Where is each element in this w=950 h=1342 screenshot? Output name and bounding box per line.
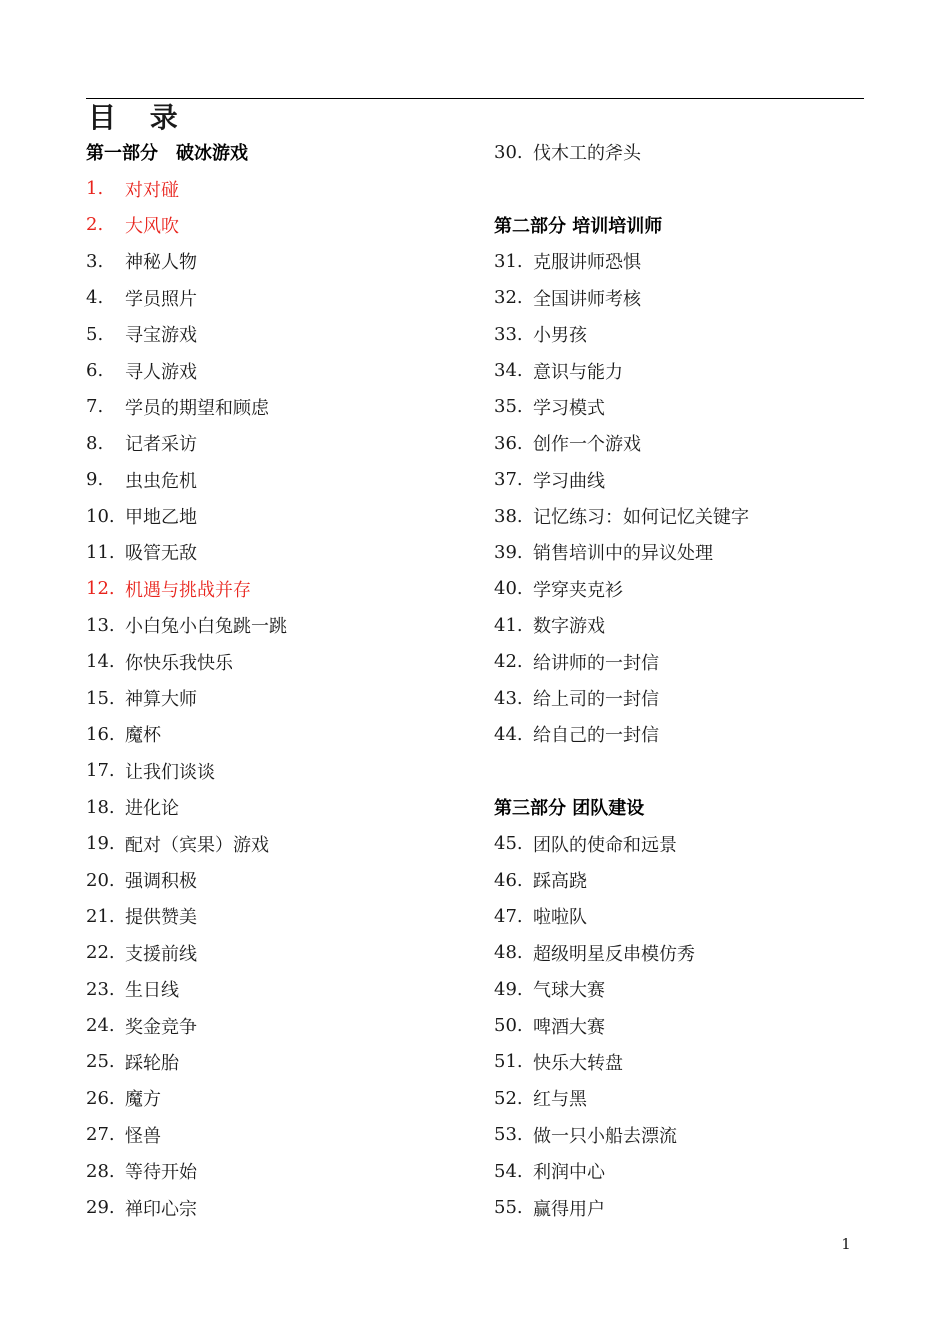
toc-entry (86, 753, 466, 789)
toc-entry (494, 935, 874, 971)
toc-entry-title: 神秘人物 (125, 252, 197, 274)
toc-entry-number: 36. (494, 432, 523, 454)
toc-entry-number: 51. (494, 1051, 523, 1073)
spacer (494, 753, 874, 789)
toc-entry (494, 1044, 874, 1080)
toc-entry (494, 862, 874, 898)
toc-entry (86, 607, 466, 643)
toc-entry-title: 甲地乙地 (125, 507, 197, 529)
toc-entry-title: 你快乐我快乐 (125, 652, 233, 674)
toc-entry (86, 643, 466, 679)
toc-entry-number: 40. (494, 578, 523, 600)
toc-entry (494, 462, 874, 498)
toc-right-column (494, 134, 874, 1226)
toc-entry-title: 给上司的一封信 (533, 689, 659, 711)
toc-entry (494, 898, 874, 934)
toc-entry-title: 全国讲师考核 (533, 288, 641, 310)
toc-entry-title: 等待开始 (125, 1162, 197, 1184)
toc-entry-number: 1. (86, 178, 104, 200)
toc-entry (86, 862, 466, 898)
toc-entry (494, 280, 874, 316)
toc-entry (494, 243, 874, 279)
toc-entry-number: 32. (494, 287, 523, 309)
toc-entry-title: 学穿夹克衫 (533, 579, 623, 601)
toc-entry-title: 机遇与挑战并存 (125, 579, 251, 601)
toc-entry-number: 19. (86, 833, 115, 855)
toc-entry-number: 41. (494, 614, 523, 636)
toc-entry-title: 神算大师 (125, 689, 197, 711)
toc-entry-number: 18. (86, 796, 115, 818)
toc-entry-title: 奖金竞争 (125, 1016, 197, 1038)
toc-entry-title: 记者采访 (125, 434, 197, 456)
toc-entry (86, 1044, 466, 1080)
toc-entry-number: 11. (86, 541, 115, 563)
toc-entry-title: 创作一个游戏 (533, 434, 641, 456)
toc-entry-number: 39. (494, 541, 523, 563)
toc-entry-title: 小白兔小白兔跳一跳 (125, 616, 287, 638)
toc-entry (494, 316, 874, 352)
toc-entry-number: 14. (86, 651, 115, 673)
toc-entry-number: 43. (494, 687, 523, 709)
toc-entry-number: 38. (494, 505, 523, 527)
toc-entry-number: 28. (86, 1160, 115, 1182)
toc-entry (494, 607, 874, 643)
toc-entry-title: 禅印心宗 (125, 1198, 197, 1220)
toc-entry-number: 20. (86, 869, 115, 891)
toc-entry-title: 让我们谈谈 (125, 761, 215, 783)
toc-entry (494, 716, 874, 752)
toc-entry-title: 魔方 (125, 1089, 161, 1111)
toc-entry-number: 6. (86, 360, 104, 382)
toc-entry-title: 啦啦队 (533, 907, 587, 929)
toc-entry-number: 42. (494, 651, 523, 673)
toc-entry-title: 大风吹 (125, 215, 179, 237)
toc-entry-title: 怪兽 (125, 1125, 161, 1147)
toc-entry-number: 44. (494, 723, 523, 745)
toc-entry-number: 10. (86, 505, 115, 527)
toc-entry-title: 气球大赛 (533, 980, 605, 1002)
toc-entry-title: 提供赞美 (125, 907, 197, 929)
toc-entry (86, 825, 466, 861)
toc-entry (494, 680, 874, 716)
toc-entry-number: 48. (494, 942, 523, 964)
toc-entry (86, 680, 466, 716)
toc-entry-number: 45. (494, 833, 523, 855)
toc-entry-title: 吸管无敌 (125, 543, 197, 565)
toc-entry-title: 魔杯 (125, 725, 161, 747)
toc-entry-number: 8. (86, 432, 104, 454)
toc-entry-number: 2. (86, 214, 104, 236)
toc-entry (86, 716, 466, 752)
toc-entry (86, 1007, 466, 1043)
toc-entry-number: 25. (86, 1051, 115, 1073)
toc-entry-number: 5. (86, 323, 104, 345)
toc-entry (494, 1007, 874, 1043)
toc-entry-title: 利润中心 (533, 1162, 605, 1184)
toc-entry-number: 55. (494, 1197, 523, 1219)
toc-entry-number: 17. (86, 760, 115, 782)
toc-entry (494, 425, 874, 461)
toc-entry-number: 22. (86, 942, 115, 964)
toc-entry-title: 伐木工的斧头 (533, 143, 641, 165)
toc-entry-title: 意识与能力 (533, 361, 623, 383)
toc-entry-title: 超级明星反串模仿秀 (533, 943, 695, 965)
section-heading: 第一部分 破冰游戏 (86, 143, 248, 165)
toc-entry (494, 971, 874, 1007)
toc-entry-number: 37. (494, 469, 523, 491)
toc-entry-title: 学员照片 (125, 288, 197, 310)
toc-entry (86, 207, 466, 243)
toc-entry (86, 534, 466, 570)
toc-entry (86, 935, 466, 971)
section-heading: 第三部分 团队建设 (494, 798, 645, 820)
toc-entry (494, 571, 874, 607)
toc-entry-number: 50. (494, 1015, 523, 1037)
toc-entry (86, 1117, 466, 1153)
toc-entry-number: 31. (494, 250, 523, 272)
toc-entry (86, 1153, 466, 1189)
toc-entry (86, 316, 466, 352)
toc-entry-number: 52. (494, 1087, 523, 1109)
toc-entry-title: 做一只小船去漂流 (533, 1125, 677, 1147)
toc-entry-number: 3. (86, 250, 104, 272)
toc-entry-title: 踩高跷 (533, 871, 587, 892)
toc-entry-number: 15. (86, 687, 115, 709)
toc-entry (86, 462, 466, 498)
page-number: 1 (841, 1235, 851, 1253)
toc-entry-title: 生日线 (125, 980, 179, 1002)
toc-entry (494, 825, 874, 861)
toc-entry (494, 643, 874, 679)
toc-entry-number: 7. (86, 396, 104, 418)
toc-entry-title: 红与黑 (533, 1089, 587, 1111)
toc-entry-number: 49. (494, 978, 523, 1000)
toc-entry-number: 30. (494, 141, 523, 163)
toc-entry (86, 352, 466, 388)
toc-entry-number: 53. (494, 1124, 523, 1146)
toc-entry-title: 销售培训中的异议处理 (533, 543, 713, 565)
toc-entry-title: 对对碰 (125, 179, 179, 201)
toc-entry-title: 啤酒大赛 (533, 1016, 605, 1038)
toc-entry (86, 389, 466, 425)
toc-entry-title: 小男孩 (533, 325, 587, 347)
toc-entry-title: 给自己的一封信 (533, 725, 659, 747)
toc-entry-title: 踩轮胎 (125, 1052, 179, 1074)
toc-entry-title: 快乐大转盘 (533, 1052, 623, 1074)
toc-entry-title: 数字游戏 (533, 616, 605, 638)
toc-title: 目 录 (88, 101, 190, 134)
toc-entry (86, 498, 466, 534)
toc-entry-number: 27. (86, 1124, 115, 1146)
toc-entry-number: 54. (494, 1160, 523, 1182)
toc-entry (494, 1080, 874, 1116)
toc-entry-title: 团队的使命和远景 (533, 834, 677, 856)
toc-entry (86, 1189, 466, 1225)
toc-entry-title: 学习曲线 (533, 470, 605, 492)
toc-entry-title: 赢得用户 (533, 1198, 605, 1220)
toc-entry (86, 280, 466, 316)
toc-entry-number: 16. (86, 723, 115, 745)
toc-entry-title: 学习模式 (533, 397, 605, 419)
toc-entry-title: 支援前线 (125, 943, 197, 965)
toc-entry (494, 134, 874, 170)
toc-entry-number: 21. (86, 905, 115, 927)
toc-entry-number: 9. (86, 469, 104, 491)
toc-entry-number: 26. (86, 1087, 115, 1109)
toc-entry-title: 寻宝游戏 (125, 325, 197, 347)
toc-entry (86, 789, 466, 825)
toc-entry-number: 12. (86, 578, 115, 600)
toc-left-column (86, 134, 466, 1226)
toc-entry-number: 29. (86, 1197, 115, 1219)
toc-entry-number: 34. (494, 360, 523, 382)
toc-entry (494, 498, 874, 534)
toc-entry-number: 23. (86, 978, 115, 1000)
toc-entry-number: 46. (494, 869, 523, 891)
toc-entry-title: 强调积极 (125, 871, 197, 892)
toc-entry-title: 克服讲师恐惧 (533, 252, 641, 274)
toc-entry (494, 1153, 874, 1189)
toc-entry (86, 971, 466, 1007)
toc-entry (86, 425, 466, 461)
toc-entry-title: 给讲师的一封信 (533, 652, 659, 674)
toc-entry-number: 33. (494, 323, 523, 345)
toc-entry (494, 352, 874, 388)
spacer (494, 170, 874, 206)
toc-entry (494, 1117, 874, 1153)
toc-entry (86, 1080, 466, 1116)
toc-entry-title: 虫虫危机 (125, 470, 197, 492)
toc-entry (86, 243, 466, 279)
toc-entry-title: 寻人游戏 (125, 361, 197, 383)
toc-entry-title: 学员的期望和顾虑 (125, 397, 269, 419)
header-rule (86, 98, 864, 99)
toc-entry-number: 35. (494, 396, 523, 418)
toc-entry-number: 24. (86, 1015, 115, 1037)
toc-entry (494, 1189, 874, 1225)
toc-entry (86, 170, 466, 206)
toc-entry (86, 571, 466, 607)
toc-entry-number: 13. (86, 614, 115, 636)
toc-entry-number: 47. (494, 905, 523, 927)
toc-entry-title: 进化论 (125, 798, 179, 820)
toc-entry-title: 配对（宾果）游戏 (125, 834, 269, 856)
toc-entry-number: 4. (86, 287, 104, 309)
toc-entry-title: 记忆练习：如何记忆关键字 (533, 507, 749, 529)
section-heading: 第二部分 培训培训师 (494, 215, 663, 237)
toc-entry (494, 534, 874, 570)
toc-entry (86, 898, 466, 934)
toc-entry (494, 389, 874, 425)
